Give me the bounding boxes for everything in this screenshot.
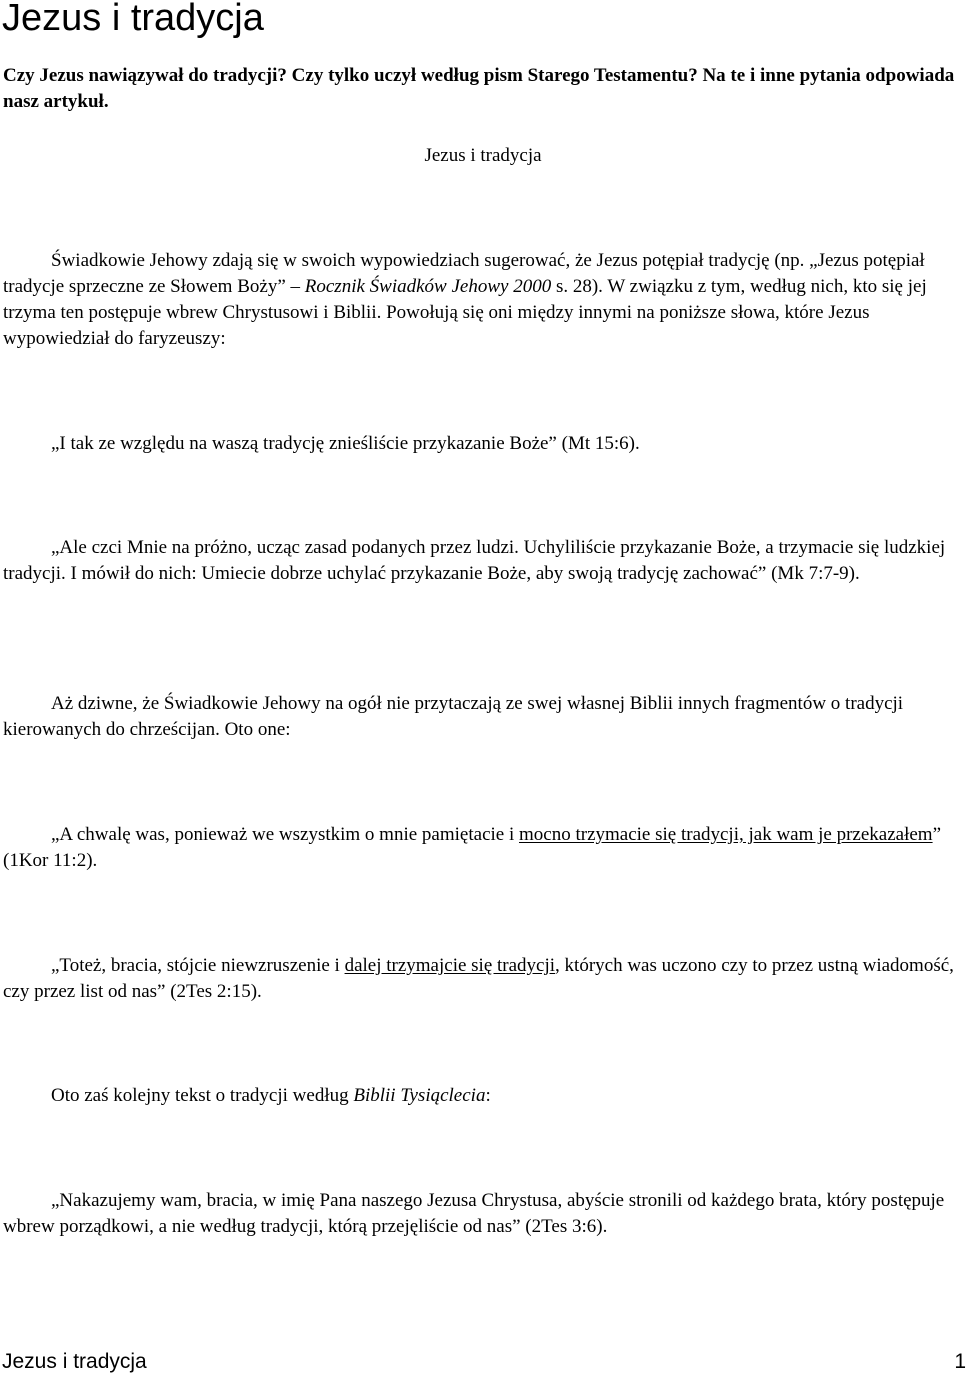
section-title: Jezus i tradycja	[424, 145, 542, 166]
quote-1kor-underlined: mocno trzymacie się tradycji, jak wam je przekazałem	[519, 824, 933, 845]
quote-2tes-2-15	[3, 953, 958, 1005]
quote-1kor-text-1: „A chwalę was, ponieważ we wszystkim o mnie pamiętacie i	[51, 824, 519, 845]
quote-2tes-text-2: , których was uczono czy to przez ustną wiadomość, czy przez list od nas” (2Tes 2:15).	[3, 955, 954, 1002]
quote-2tes-3-6: „Nakazujemy wam, bracia, w imię Pana naszego Jezusa Chrystusa, abyście stronili od każdego brata, który postępuje wbrew porządkowi, a nie według tradycji, którą przejęliście od nas” (2Tes 3:6).	[3, 1190, 945, 1237]
page-number: 1	[954, 1350, 966, 1373]
quote-1kor-text-2: ” (1Kor 11:2).	[3, 824, 942, 871]
quote-1kor-11-2	[3, 822, 958, 874]
observation-paragraph: Aż dziwne, że Świadkowie Jehowy na ogół nie przytaczają ze swej własnej Biblii innych fragmentów o tradycji kierowanych do chrześcijan. Oto one:	[3, 693, 904, 740]
intro-text-2: s. 28). W związku z tym, według nich, kto się jej trzyma ten postępuje wbrew Chrystusowi i Biblii. Powołują się oni między innymi na poniższe słowa, które Jezus wypowiedział do faryzeuszy:	[3, 276, 927, 349]
quote-mt-15-6: „I tak ze względu na waszą tradycję znieśliście przykazanie Boże” (Mt 15:6).	[51, 433, 640, 454]
page-title: Jezus i tradycja	[2, 0, 264, 39]
quote-2tes-text-1: „Toteż, bracia, stójcie niewzruszenie i	[51, 955, 345, 976]
intro-citation-title: Rocznik Świadków Jehowy 2000	[304, 276, 552, 297]
intro-paragraph	[3, 248, 958, 352]
footer-title: Jezus i tradycja	[2, 1350, 147, 1373]
lead-paragraph: Czy Jezus nawiązywał do tradycji? Czy tylko uczył według pism Starego Testamentu? Na te i inne pytania odpowiada nasz artykuł.	[3, 65, 955, 112]
bible-title: Biblii Tysiąclecia	[353, 1085, 486, 1106]
bible-intro-text-2: :	[485, 1085, 491, 1106]
quote-mk-7-7-9: „Ale czci Mnie na próżno, ucząc zasad podanych przez ludzi. Uchyliliście przykazanie Boże, a trzymacie się ludzkiej tradycji. I mówił do nich: Umiecie dobrze uchylać przykazanie Boże, aby swoją tradycję zachować” (Mk 7:7-9).	[3, 537, 946, 584]
bible-intro-paragraph	[3, 1083, 958, 1109]
intro-text-1: Świadkowie Jehowy zdają się w swoich wypowiedziach sugerować, że Jezus potępiał tradycję (np. „Jezus potępiał tradycje sprzeczne ze Słowem Boży” –	[3, 250, 925, 297]
quote-2tes-underlined: dalej trzymajcie się tradycji	[344, 955, 556, 976]
bible-intro-text-1: Oto zaś kolejny tekst o tradycji według	[51, 1085, 354, 1106]
page-footer	[2, 1350, 966, 1374]
